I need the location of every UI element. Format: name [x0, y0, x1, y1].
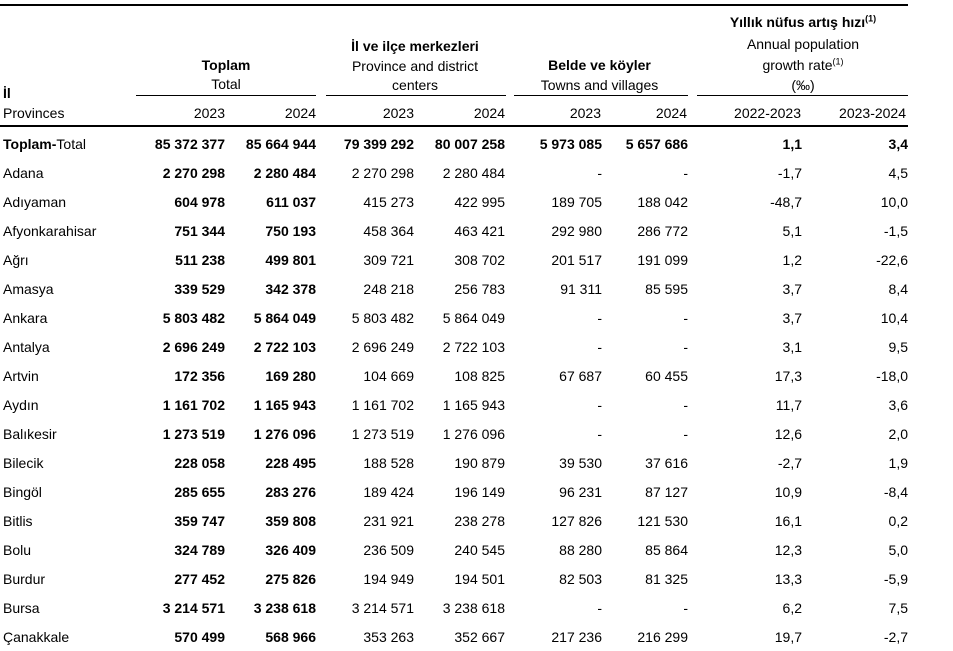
province-name: Aydın	[3, 396, 39, 413]
column-gap	[505, 535, 515, 564]
centers-header-tr: İl ve ilçe merkezleri	[351, 38, 479, 54]
cell-c24: 1 165 943	[442, 396, 505, 413]
cell-v23: 39 530	[559, 454, 602, 471]
cell-c24: 238 278	[454, 512, 505, 529]
cell-v24: 87 127	[645, 483, 688, 500]
cell-g2: -22,6	[876, 251, 908, 268]
cell-v24: 60 455	[645, 367, 688, 384]
column-gap	[505, 245, 515, 274]
cell-v23: 88 280	[559, 541, 602, 558]
column-gap	[505, 477, 515, 506]
cell-v23: -	[597, 599, 602, 616]
column-gap	[688, 274, 698, 303]
cell-g1: 17,3	[774, 367, 802, 384]
cell-g1: 16,1	[774, 512, 802, 529]
column-gap	[316, 129, 326, 158]
growth-header-en-1: Annual population	[746, 36, 860, 52]
cell-g2: 2,0	[888, 425, 908, 442]
cell-g2: 10,4	[880, 309, 908, 326]
total-label-bold: Toplam-	[3, 135, 57, 152]
cell-v24: 216 299	[637, 628, 688, 645]
total-header-en: Total	[211, 76, 241, 92]
table-row	[0, 332, 908, 361]
cell-c24: 256 783	[454, 280, 505, 297]
column-gap	[505, 187, 515, 216]
column-gap	[316, 477, 326, 506]
cell-g1: 12,6	[774, 425, 802, 442]
column-gap	[505, 390, 515, 419]
total-header-tr: Toplam	[201, 57, 251, 73]
cell-g1: -48,7	[770, 193, 802, 210]
cell-c23: 2 270 298	[351, 164, 414, 181]
table-row	[0, 564, 908, 593]
villages-header-en: Towns and villages	[540, 77, 659, 93]
cell-g2: 8,4	[888, 280, 908, 297]
column-gap	[505, 448, 515, 477]
column-gap	[505, 419, 515, 448]
column-gap	[316, 158, 326, 187]
column-gap	[316, 274, 326, 303]
cell-g2: 10,0	[880, 193, 908, 210]
cell-v23: 201 517	[551, 251, 602, 268]
year-villages-2024: 2024	[655, 105, 687, 121]
cell-t24: 2 722 103	[253, 338, 316, 355]
table-row	[0, 535, 908, 564]
cell-t23: 359 747	[174, 512, 225, 529]
cell-t24: 228 495	[265, 454, 316, 471]
column-gap	[505, 274, 515, 303]
cell-c24: 5 864 049	[442, 309, 505, 326]
cell-c24: 422 995	[454, 193, 505, 210]
cell-t23: 1 161 702	[162, 396, 225, 413]
cell-g2: -5,9	[883, 570, 908, 587]
cell-t23: 3 214 571	[162, 599, 225, 616]
cell-v23: 67 687	[559, 367, 602, 384]
column-gap	[688, 187, 698, 216]
column-gap	[688, 303, 698, 332]
header-bottom-border	[0, 125, 908, 127]
table-row	[0, 361, 908, 390]
cell-g1: 3,1	[782, 338, 802, 355]
cell-g2: 3,4	[888, 135, 908, 152]
cell-v23: 127 826	[551, 512, 602, 529]
cell-g2: 4,5	[888, 164, 908, 181]
period-2022-2023: 2022-2023	[734, 105, 801, 121]
column-gap	[316, 390, 326, 419]
growth-header-unit: (‰)	[791, 77, 815, 93]
cell-g2: -8,4	[883, 483, 908, 500]
province-name	[0, 129, 136, 158]
province-name: Amasya	[3, 280, 54, 297]
cell-v23: -	[597, 338, 602, 355]
cell-g2: -18,0	[876, 367, 908, 384]
table-row	[0, 216, 908, 245]
cell-c24: 3 238 618	[442, 599, 505, 616]
cell-t24: 169 280	[265, 367, 316, 384]
cell-v24: -	[683, 309, 688, 326]
column-gap	[505, 361, 515, 390]
cell-t23: 277 452	[174, 570, 225, 587]
growth-header-tr	[698, 13, 908, 32]
cell-v23: 292 980	[551, 222, 602, 239]
province-name: Antalya	[3, 338, 50, 355]
cell-t24: 568 966	[265, 628, 316, 645]
cell-c23: 458 364	[363, 222, 414, 239]
cell-t23: 339 529	[174, 280, 225, 297]
cell-g1: -1,7	[777, 164, 802, 181]
cell-v23: -	[597, 164, 602, 181]
cell-c24: 352 667	[454, 628, 505, 645]
cell-c23: 415 273	[363, 193, 414, 210]
table-row	[0, 477, 908, 506]
cell-t23: 511 238	[175, 251, 225, 268]
cell-c23: 309 721	[363, 251, 414, 268]
cell-t24: 85 664 944	[245, 135, 316, 152]
cell-c23: 236 509	[363, 541, 414, 558]
province-name: Adıyaman	[3, 193, 67, 210]
cell-v24: -	[683, 164, 688, 181]
cell-t23: 751 344	[174, 222, 225, 239]
province-name: Bitlis	[3, 512, 33, 529]
cell-c23: 79 399 292	[343, 135, 414, 152]
cell-g1: 19,7	[774, 628, 802, 645]
column-gap	[505, 593, 515, 622]
cell-c23: 3 214 571	[351, 599, 414, 616]
cell-t23: 324 789	[174, 541, 225, 558]
cell-v24: 85 595	[645, 280, 688, 297]
province-name: Ankara	[3, 309, 48, 326]
cell-c24: 196 149	[454, 483, 505, 500]
cell-t24: 611 037	[266, 193, 316, 210]
cell-v24: 188 042	[637, 193, 688, 210]
table-top-border	[0, 4, 908, 6]
year-total-2023: 2023	[193, 105, 225, 121]
column-gap	[505, 506, 515, 535]
cell-t24: 5 864 049	[253, 309, 316, 326]
cell-t24: 359 808	[265, 512, 316, 529]
table-row	[0, 593, 908, 622]
table-row	[0, 274, 908, 303]
table-row	[0, 245, 908, 274]
province-name: Bilecik	[3, 454, 44, 471]
cell-v23: 82 503	[559, 570, 602, 587]
growth-header-en-2	[698, 56, 908, 75]
cell-c24: 108 825	[454, 367, 505, 384]
column-gap	[688, 419, 698, 448]
cell-g2: 5,0	[888, 541, 908, 558]
province-name: Artvin	[3, 367, 39, 384]
cell-t23: 285 655	[174, 483, 225, 500]
year-centers-2023: 2023	[382, 105, 414, 121]
column-gap	[688, 390, 698, 419]
province-name: Bolu	[3, 541, 32, 558]
column-gap	[316, 303, 326, 332]
cell-t24: 1 165 943	[253, 396, 316, 413]
column-gap	[505, 216, 515, 245]
cell-c23: 1 161 702	[351, 396, 414, 413]
cell-v24: 191 099	[637, 251, 688, 268]
cell-t23: 1 273 519	[162, 425, 225, 442]
centers-header-en-1: Province and district	[351, 58, 479, 74]
cell-v24: 85 864	[645, 541, 688, 558]
cell-v24: 81 325	[645, 570, 688, 587]
column-gap	[316, 419, 326, 448]
cell-g1: 3,7	[782, 309, 802, 326]
cell-c24: 2 280 484	[442, 164, 505, 181]
cell-v23: -	[597, 396, 602, 413]
cell-g1: 5,1	[782, 222, 802, 239]
population-table	[0, 129, 908, 651]
cell-t24: 750 193	[265, 222, 316, 239]
cell-v24: 37 616	[645, 454, 688, 471]
cell-g2: -1,5	[883, 222, 908, 239]
cell-t23: 85 372 377	[154, 135, 225, 152]
column-gap	[316, 216, 326, 245]
column-gap	[688, 477, 698, 506]
cell-v23: -	[597, 309, 602, 326]
table-row	[0, 448, 908, 477]
total-label: Total	[56, 135, 86, 152]
province-name: Bursa	[3, 599, 40, 616]
column-gap	[316, 448, 326, 477]
growth-header-underline	[697, 95, 908, 96]
cell-v23: -	[597, 425, 602, 442]
cell-t23: 228 058	[174, 454, 225, 471]
cell-c24: 308 702	[454, 251, 505, 268]
cell-g2: -2,7	[883, 628, 908, 645]
table-row	[0, 187, 908, 216]
cell-c23: 189 424	[363, 483, 414, 500]
province-name: Burdur	[3, 570, 46, 587]
column-gap	[316, 564, 326, 593]
cell-t24: 1 276 096	[253, 425, 316, 442]
cell-c23: 248 218	[363, 280, 414, 297]
centers-header-underline	[326, 95, 506, 96]
table-row	[0, 419, 908, 448]
column-gap	[316, 535, 326, 564]
growth-footnote-mark-2: (1)	[832, 56, 844, 67]
cell-v23: 217 236	[551, 628, 602, 645]
column-gap	[688, 158, 698, 187]
cell-g2: 7,5	[888, 599, 908, 616]
year-total-2024: 2024	[284, 105, 316, 121]
cell-c24: 2 722 103	[442, 338, 505, 355]
column-gap	[316, 187, 326, 216]
cell-c23: 353 263	[363, 628, 414, 645]
column-gap	[688, 593, 698, 622]
cell-t24: 3 238 618	[253, 599, 316, 616]
cell-t23: 172 356	[174, 367, 225, 384]
column-gap	[688, 245, 698, 274]
table-row	[0, 506, 908, 535]
cell-v24: 121 530	[637, 512, 688, 529]
growth-footnote-mark: (1)	[865, 13, 877, 24]
province-name: Ağrı	[3, 251, 29, 268]
cell-c24: 463 421	[454, 222, 505, 239]
province-header-en: Provinces	[3, 105, 65, 121]
total-header-underline	[136, 95, 316, 96]
cell-v24: 5 657 686	[625, 135, 688, 152]
cell-t24: 2 280 484	[253, 164, 316, 181]
cell-v23: 5 973 085	[539, 135, 602, 152]
cell-t23: 604 978	[174, 193, 225, 210]
column-gap	[505, 303, 515, 332]
table-row	[0, 129, 908, 158]
cell-v23: 189 705	[551, 193, 602, 210]
cell-c24: 1 276 096	[442, 425, 505, 442]
cell-c24: 194 501	[454, 570, 505, 587]
cell-v24: -	[683, 599, 688, 616]
column-gap	[505, 564, 515, 593]
cell-v24: -	[683, 338, 688, 355]
cell-g1: 6,2	[782, 599, 802, 616]
cell-t23: 570 499	[174, 628, 225, 645]
column-gap	[316, 361, 326, 390]
growth-header-en-2-text: growth rate	[762, 57, 833, 73]
column-gap	[688, 448, 698, 477]
cell-g1: 10,9	[774, 483, 802, 500]
cell-t24: 275 826	[265, 570, 316, 587]
cell-v23: 96 231	[559, 483, 602, 500]
province-name: Adana	[3, 164, 44, 181]
year-villages-2023: 2023	[569, 105, 601, 121]
province-name: Çanakkale	[3, 628, 70, 645]
centers-header-en-2: centers	[392, 77, 438, 93]
cell-c24: 80 007 258	[434, 135, 505, 152]
cell-t24: 326 409	[265, 541, 316, 558]
cell-c23: 1 273 519	[351, 425, 414, 442]
column-gap	[688, 361, 698, 390]
cell-c24: 240 545	[454, 541, 505, 558]
province-header-tr: İl	[3, 85, 11, 101]
cell-t24: 283 276	[265, 483, 316, 500]
cell-t23: 2 696 249	[162, 338, 225, 355]
villages-header-tr: Belde ve köyler	[548, 57, 651, 73]
column-gap	[316, 332, 326, 361]
villages-header-underline	[514, 95, 688, 96]
cell-v23: 91 311	[560, 280, 602, 297]
column-gap	[505, 158, 515, 187]
cell-g1: 3,7	[782, 280, 802, 297]
cell-c23: 194 949	[363, 570, 414, 587]
cell-c24: 190 879	[454, 454, 505, 471]
cell-g2: 1,9	[888, 454, 908, 471]
column-gap	[688, 129, 698, 158]
cell-v24: 286 772	[637, 222, 688, 239]
year-centers-2024: 2024	[473, 105, 505, 121]
column-gap	[316, 593, 326, 622]
column-gap	[316, 506, 326, 535]
table-row	[0, 390, 908, 419]
column-gap	[688, 506, 698, 535]
cell-g1: 12,3	[774, 541, 802, 558]
column-gap	[688, 535, 698, 564]
cell-g1: 1,2	[782, 251, 802, 268]
cell-c23: 5 803 482	[351, 309, 414, 326]
cell-g1: -2,7	[777, 454, 802, 471]
table-row	[0, 303, 908, 332]
column-gap	[688, 332, 698, 361]
column-gap	[505, 332, 515, 361]
cell-t24: 499 801	[265, 251, 316, 268]
cell-g2: 0,2	[888, 512, 908, 529]
cell-g2: 9,5	[888, 338, 908, 355]
cell-g1: 13,3	[774, 570, 802, 587]
province-name: Bingöl	[3, 483, 42, 500]
growth-header-title: Yıllık nüfus artış hızı	[729, 14, 866, 30]
cell-t24: 342 378	[265, 280, 316, 297]
cell-c23: 2 696 249	[351, 338, 414, 355]
column-gap	[688, 216, 698, 245]
cell-t23: 5 803 482	[162, 309, 225, 326]
cell-t23: 2 270 298	[162, 164, 225, 181]
cell-c23: 188 528	[363, 454, 414, 471]
province-name: Balıkesir	[3, 425, 57, 442]
column-gap	[316, 245, 326, 274]
cell-g1: 1,1	[782, 135, 802, 152]
cell-v24: -	[683, 425, 688, 442]
cell-g1: 11,7	[775, 396, 802, 413]
cell-c23: 231 921	[363, 512, 414, 529]
column-gap	[688, 564, 698, 593]
province-name: Afyonkarahisar	[3, 222, 97, 239]
period-2023-2024: 2023-2024	[839, 105, 906, 121]
cell-c23: 104 669	[363, 367, 414, 384]
cell-v24: -	[683, 396, 688, 413]
cell-g2: 3,6	[888, 396, 908, 413]
column-gap	[505, 129, 515, 158]
table-row	[0, 158, 908, 187]
